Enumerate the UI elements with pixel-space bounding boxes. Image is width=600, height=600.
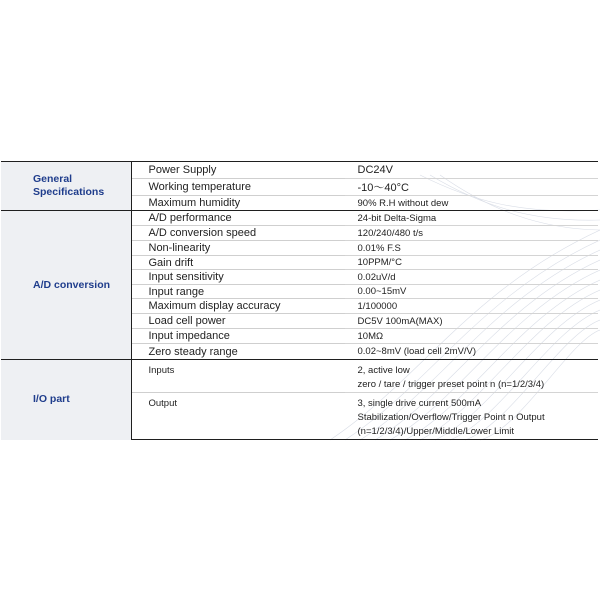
table-row — [1, 360, 598, 393]
spec-value: 120/240/480 t/s — [345, 226, 599, 241]
spec-value-line: (n=1/2/3/4)/Upper/Middle/Lower Limit — [357, 426, 515, 437]
spec-value-line: Stabilization/Overflow/Trigger Point n Output — [357, 412, 545, 423]
spec-label: Input sensitivity — [131, 270, 345, 285]
spec-label: Maximum display accuracy — [131, 299, 345, 314]
spec-label: Power Supply — [131, 162, 345, 179]
spec-value: DC5V 100mA(MAX) — [345, 314, 599, 329]
spec-value: 24-bit Delta-Sigma — [345, 211, 599, 226]
table-row — [1, 211, 598, 226]
spec-label: Inputs — [131, 360, 345, 393]
spec-value: 0.02~8mV (load cell 2mV/V) — [345, 344, 599, 360]
spec-table — [1, 161, 598, 440]
category-io-part: I/O part — [1, 360, 131, 440]
spec-label: Maximum humidity — [131, 196, 345, 211]
spec-value — [345, 360, 599, 393]
spec-value-line: 2, active low — [357, 365, 410, 376]
spec-value-line: 3, single drive current 500mA — [357, 398, 482, 409]
spec-value: 90% R.H without dew — [345, 196, 599, 211]
spec-label: Working temperature — [131, 179, 345, 196]
spec-label: Zero steady range — [131, 344, 345, 360]
spec-value: 0.01% F.S — [345, 241, 599, 256]
spec-label: Input impedance — [131, 329, 345, 344]
spec-value: 1/100000 — [345, 299, 599, 314]
spec-value — [345, 393, 599, 440]
spec-value: -10～40°C — [345, 179, 599, 196]
spec-value: 10PPM/°C — [345, 256, 599, 270]
spec-value: DC24V — [345, 162, 599, 179]
spec-label: Load cell power — [131, 314, 345, 329]
spec-label: Input range — [131, 285, 345, 299]
table-row — [1, 162, 598, 179]
spec-value: 10MΩ — [345, 329, 599, 344]
spec-value-line: zero / tare / trigger preset point n (n=1/2/3/4) — [357, 379, 545, 390]
spec-label: Non-linearity — [131, 241, 345, 256]
category-general: General Specifications — [1, 162, 131, 211]
spec-label: A/D conversion speed — [131, 226, 345, 241]
spec-label: Gain drift — [131, 256, 345, 270]
spec-label: A/D performance — [131, 211, 345, 226]
spec-value: 0.02uV/d — [345, 270, 599, 285]
spec-label: Output — [131, 393, 345, 440]
spec-value: 0.00~15mV — [345, 285, 599, 299]
category-ad-conversion: A/D conversion — [1, 211, 131, 360]
